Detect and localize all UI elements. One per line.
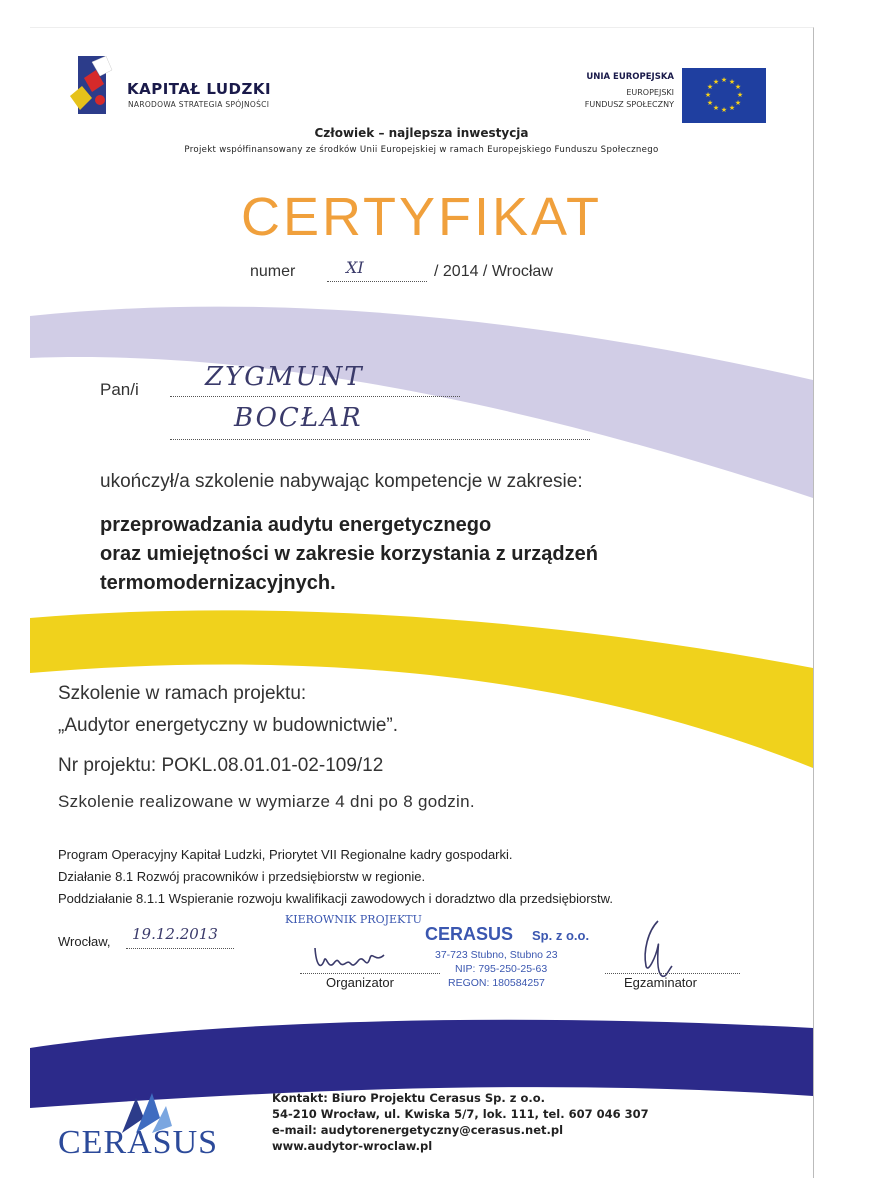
project-line2: „Audytor energetyczny w budownictwie”. xyxy=(58,715,399,736)
project-line4: Szkolenie realizowane w wymiarze 4 dni po 8 godzin. xyxy=(58,792,475,811)
cofinancing-note: Projekt współfinansowany ze środków Unii Europejskiej w ramach Europejskiego Funduszu Społecznego xyxy=(184,145,659,155)
svg-text:★: ★ xyxy=(736,91,744,99)
stamp-address: 37-723 Stubno, Stubno 23 xyxy=(435,949,558,961)
svg-text:★: ★ xyxy=(706,99,714,107)
certificate-title: CERTYFIKAT xyxy=(240,187,603,247)
eu-flag-icon xyxy=(682,68,766,123)
eu-line2: EUROPEJSKI xyxy=(626,88,674,97)
stamp-header: KIEROWNIK PROJEKTU xyxy=(285,913,422,926)
eu-line3: FUNDUSZ SPOŁECZNY xyxy=(584,100,674,109)
project-line3: Nr projektu: POKL.08.01.01-02-109/12 xyxy=(58,755,384,776)
kapital-ludzki-title: KAPITAŁ LUDZKI xyxy=(127,80,272,98)
competence-line3: termomodernizacyjnych. xyxy=(100,572,336,594)
contact-line4[interactable]: www.audytor-wroclaw.pl xyxy=(272,1139,433,1153)
organizer-label: Organizator xyxy=(326,975,394,990)
competence-line2: oraz umiejętności w zakresie korzystania z urządzeń xyxy=(100,543,598,565)
certificate-page xyxy=(30,27,814,1178)
stamp-regon: REGON: 180584257 xyxy=(448,977,545,989)
cerasus-logo-text: CERASUS xyxy=(58,1124,219,1161)
recipient-first-name: ZYGMUNT xyxy=(205,362,364,392)
number-value: XI xyxy=(346,258,364,277)
first-name-line xyxy=(170,396,460,397)
contact-line1: Kontakt: Biuro Projektu Cerasus Sp. z o.o. xyxy=(272,1091,546,1105)
program-line2: Działanie 8.1 Rozwój pracowników i przedsiębiorstw w regionie. xyxy=(58,869,426,884)
eu-title: UNIA EUROPEJSKA xyxy=(586,72,674,82)
svg-text:★: ★ xyxy=(734,83,742,91)
recipient-last-name: BOCŁAR xyxy=(234,403,363,433)
motto: Człowiek – najlepsza inwestycja xyxy=(314,126,529,140)
number-suffix: / 2014 / Wrocław xyxy=(434,263,553,280)
contact-line3[interactable]: e-mail: audytorenergetyczny@cerasus.net.pl xyxy=(272,1123,564,1137)
svg-text:★: ★ xyxy=(704,91,712,99)
kapital-ludzki-logo-icon xyxy=(70,56,120,118)
project-line1: Szkolenie w ramach projektu: xyxy=(58,683,307,704)
last-name-line xyxy=(170,439,590,440)
number-label: numer xyxy=(250,263,296,280)
svg-text:★: ★ xyxy=(720,76,728,84)
kapital-ludzki-subtitle: NARODOWA STRATEGIA SPÓJNOŚCI xyxy=(128,100,270,109)
svg-text:★: ★ xyxy=(720,106,728,114)
competence-line1: przeprowadzania audytu energetycznego xyxy=(100,514,492,536)
svg-text:★: ★ xyxy=(712,78,720,86)
stamp-company-suffix: Sp. z o.o. xyxy=(532,928,590,943)
signature-date: 19.12.2013 xyxy=(132,925,218,943)
svg-text:★: ★ xyxy=(734,99,742,107)
stamp-company: CERASUS xyxy=(425,924,514,944)
examiner-label: Egzaminator xyxy=(624,975,697,990)
place-label: Wrocław, xyxy=(58,934,111,949)
date-line xyxy=(126,948,234,949)
recipient-label: Pan/i xyxy=(100,380,139,399)
contact-line2: 54-210 Wrocław, ul. Kwiska 5/7, lok. 111, tel. 607 046 307 xyxy=(272,1107,649,1121)
svg-text:★: ★ xyxy=(728,78,736,86)
program-line1: Program Operacyjny Kapitał Ludzki, Priorytet VII Regionalne kadry gospodarki. xyxy=(58,847,513,862)
svg-text:★: ★ xyxy=(728,104,736,112)
program-line3: Poddziałanie 8.1.1 Wspieranie rozwoju kwalifikacji zawodowych i doradztwo dla przedsiębiorstw. xyxy=(58,891,613,906)
stamp-nip: NIP: 795-250-25-63 xyxy=(455,963,548,975)
completion-text: ukończył/a szkolenie nabywając kompetencje w zakresie: xyxy=(100,471,583,492)
number-dotted-line xyxy=(327,281,427,282)
svg-text:★: ★ xyxy=(712,104,720,112)
svg-text:★: ★ xyxy=(706,83,714,91)
